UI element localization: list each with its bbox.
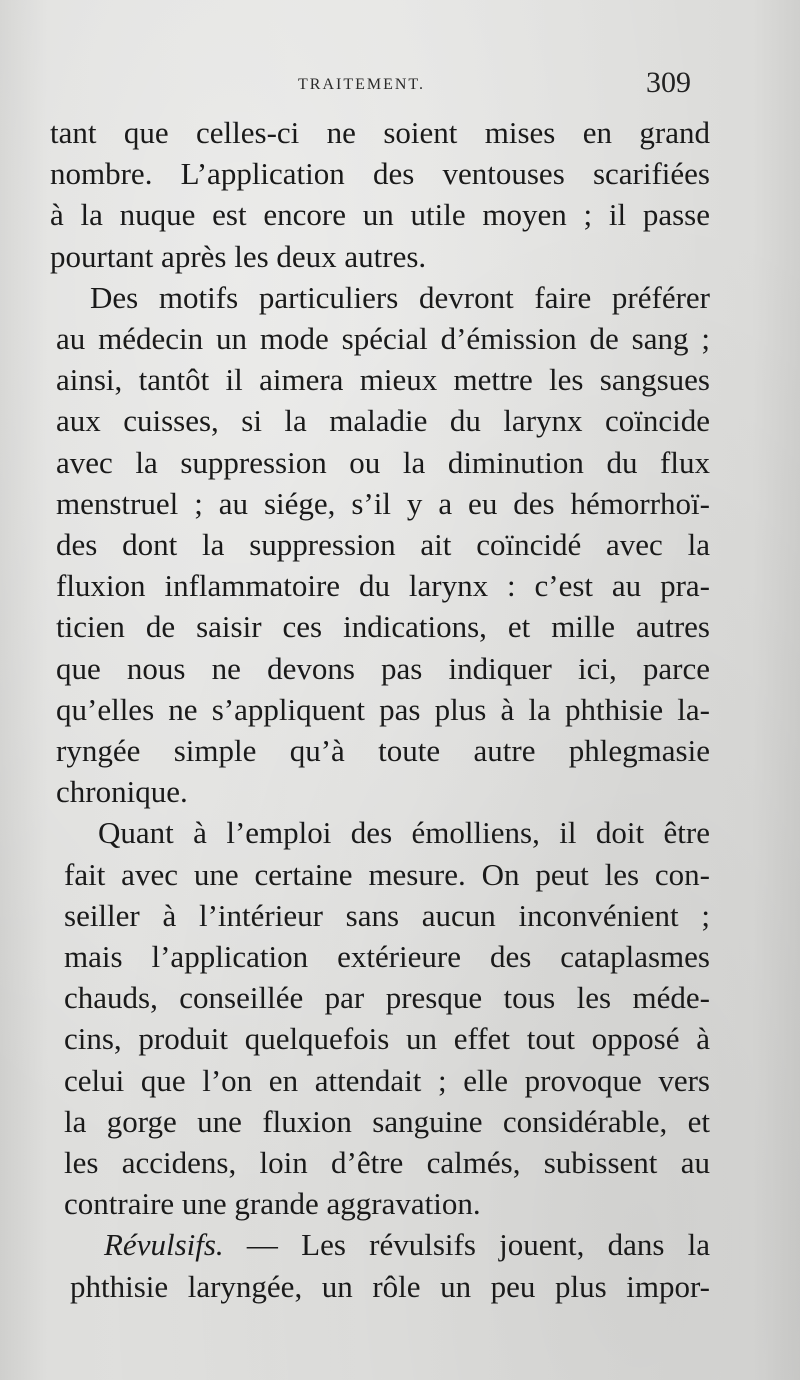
text-line: que nous ne devons pas indiquer ici, parce [56, 650, 710, 686]
text-line: qu’elles ne s’appliquent pas plus à la phthisie la- [56, 691, 710, 727]
text-line: la gorge une fluxion sanguine considérable, et [64, 1103, 710, 1139]
text-line: les accidens, loin d’être calmés, subissent au [64, 1145, 710, 1181]
section-lead: Révulsifs. [104, 1227, 224, 1263]
running-head: TRAITEMENT. [298, 76, 426, 93]
text-line: ryngée simple qu’à toute autre phlegmasie [56, 733, 710, 769]
text-line: à la nuque est encore un utile moyen ; il passe [50, 197, 710, 233]
text-segment: — Les révulsifs jouent, dans la [223, 1227, 710, 1263]
text-line: chronique. [56, 774, 188, 810]
page-number: 309 [646, 66, 691, 99]
text-line: fluxion inflammatoire du larynx : c’est au pra- [56, 568, 710, 604]
paragraph-3 [64, 812, 710, 1224]
text-line: nombre. L’application des ventouses scarifiées [50, 156, 710, 192]
text-line: seiller à l’intérieur sans aucun inconvénient ; [64, 897, 710, 933]
text-line: des dont la suppression ait coïncidé avec la [56, 527, 710, 563]
body-text [50, 112, 710, 1307]
text-line: au médecin un mode spécial d’émission de sang ; [56, 321, 710, 357]
paragraph-4 [70, 1224, 710, 1306]
paragraph-2 [56, 277, 710, 813]
text-line: fait avec une certaine mesure. On peut les con- [64, 856, 710, 892]
text-line: Des motifs particuliers devront faire préférer [90, 279, 710, 315]
text-line [70, 1224, 710, 1265]
text-line: menstruel ; au siége, s’il y a eu des hémorrhoï- [56, 485, 710, 521]
text-line: ainsi, tantôt il aimera mieux mettre les sangsues [56, 362, 710, 398]
text-line: mais l’application extérieure des cataplasmes [64, 939, 710, 975]
text-line: contraire une grande aggravation. [64, 1186, 481, 1222]
text-line: tant que celles-ci ne soient mises en grand [50, 115, 710, 150]
text-line: ticien de saisir ces indications, et mille autres [56, 609, 710, 645]
text-line: cins, produit quelquefois un effet tout opposé à [64, 1021, 710, 1057]
text-line: aux cuisses, si la maladie du larynx coïncide [56, 403, 710, 439]
text-line: chauds, conseillée par presque tous les méde- [64, 980, 710, 1016]
text-line: celui que l’on en attendait ; elle provoque vers [64, 1062, 710, 1098]
text-line: pourtant après les deux autres. [50, 238, 427, 274]
text-line: phthisie laryngée, un rôle un peu plus impor- [70, 1268, 710, 1304]
paragraph-1 [50, 112, 710, 277]
text-line: avec la suppression ou la diminution du flux [56, 444, 710, 480]
text-line: Quant à l’emploi des émolliens, il doit être [98, 815, 710, 851]
